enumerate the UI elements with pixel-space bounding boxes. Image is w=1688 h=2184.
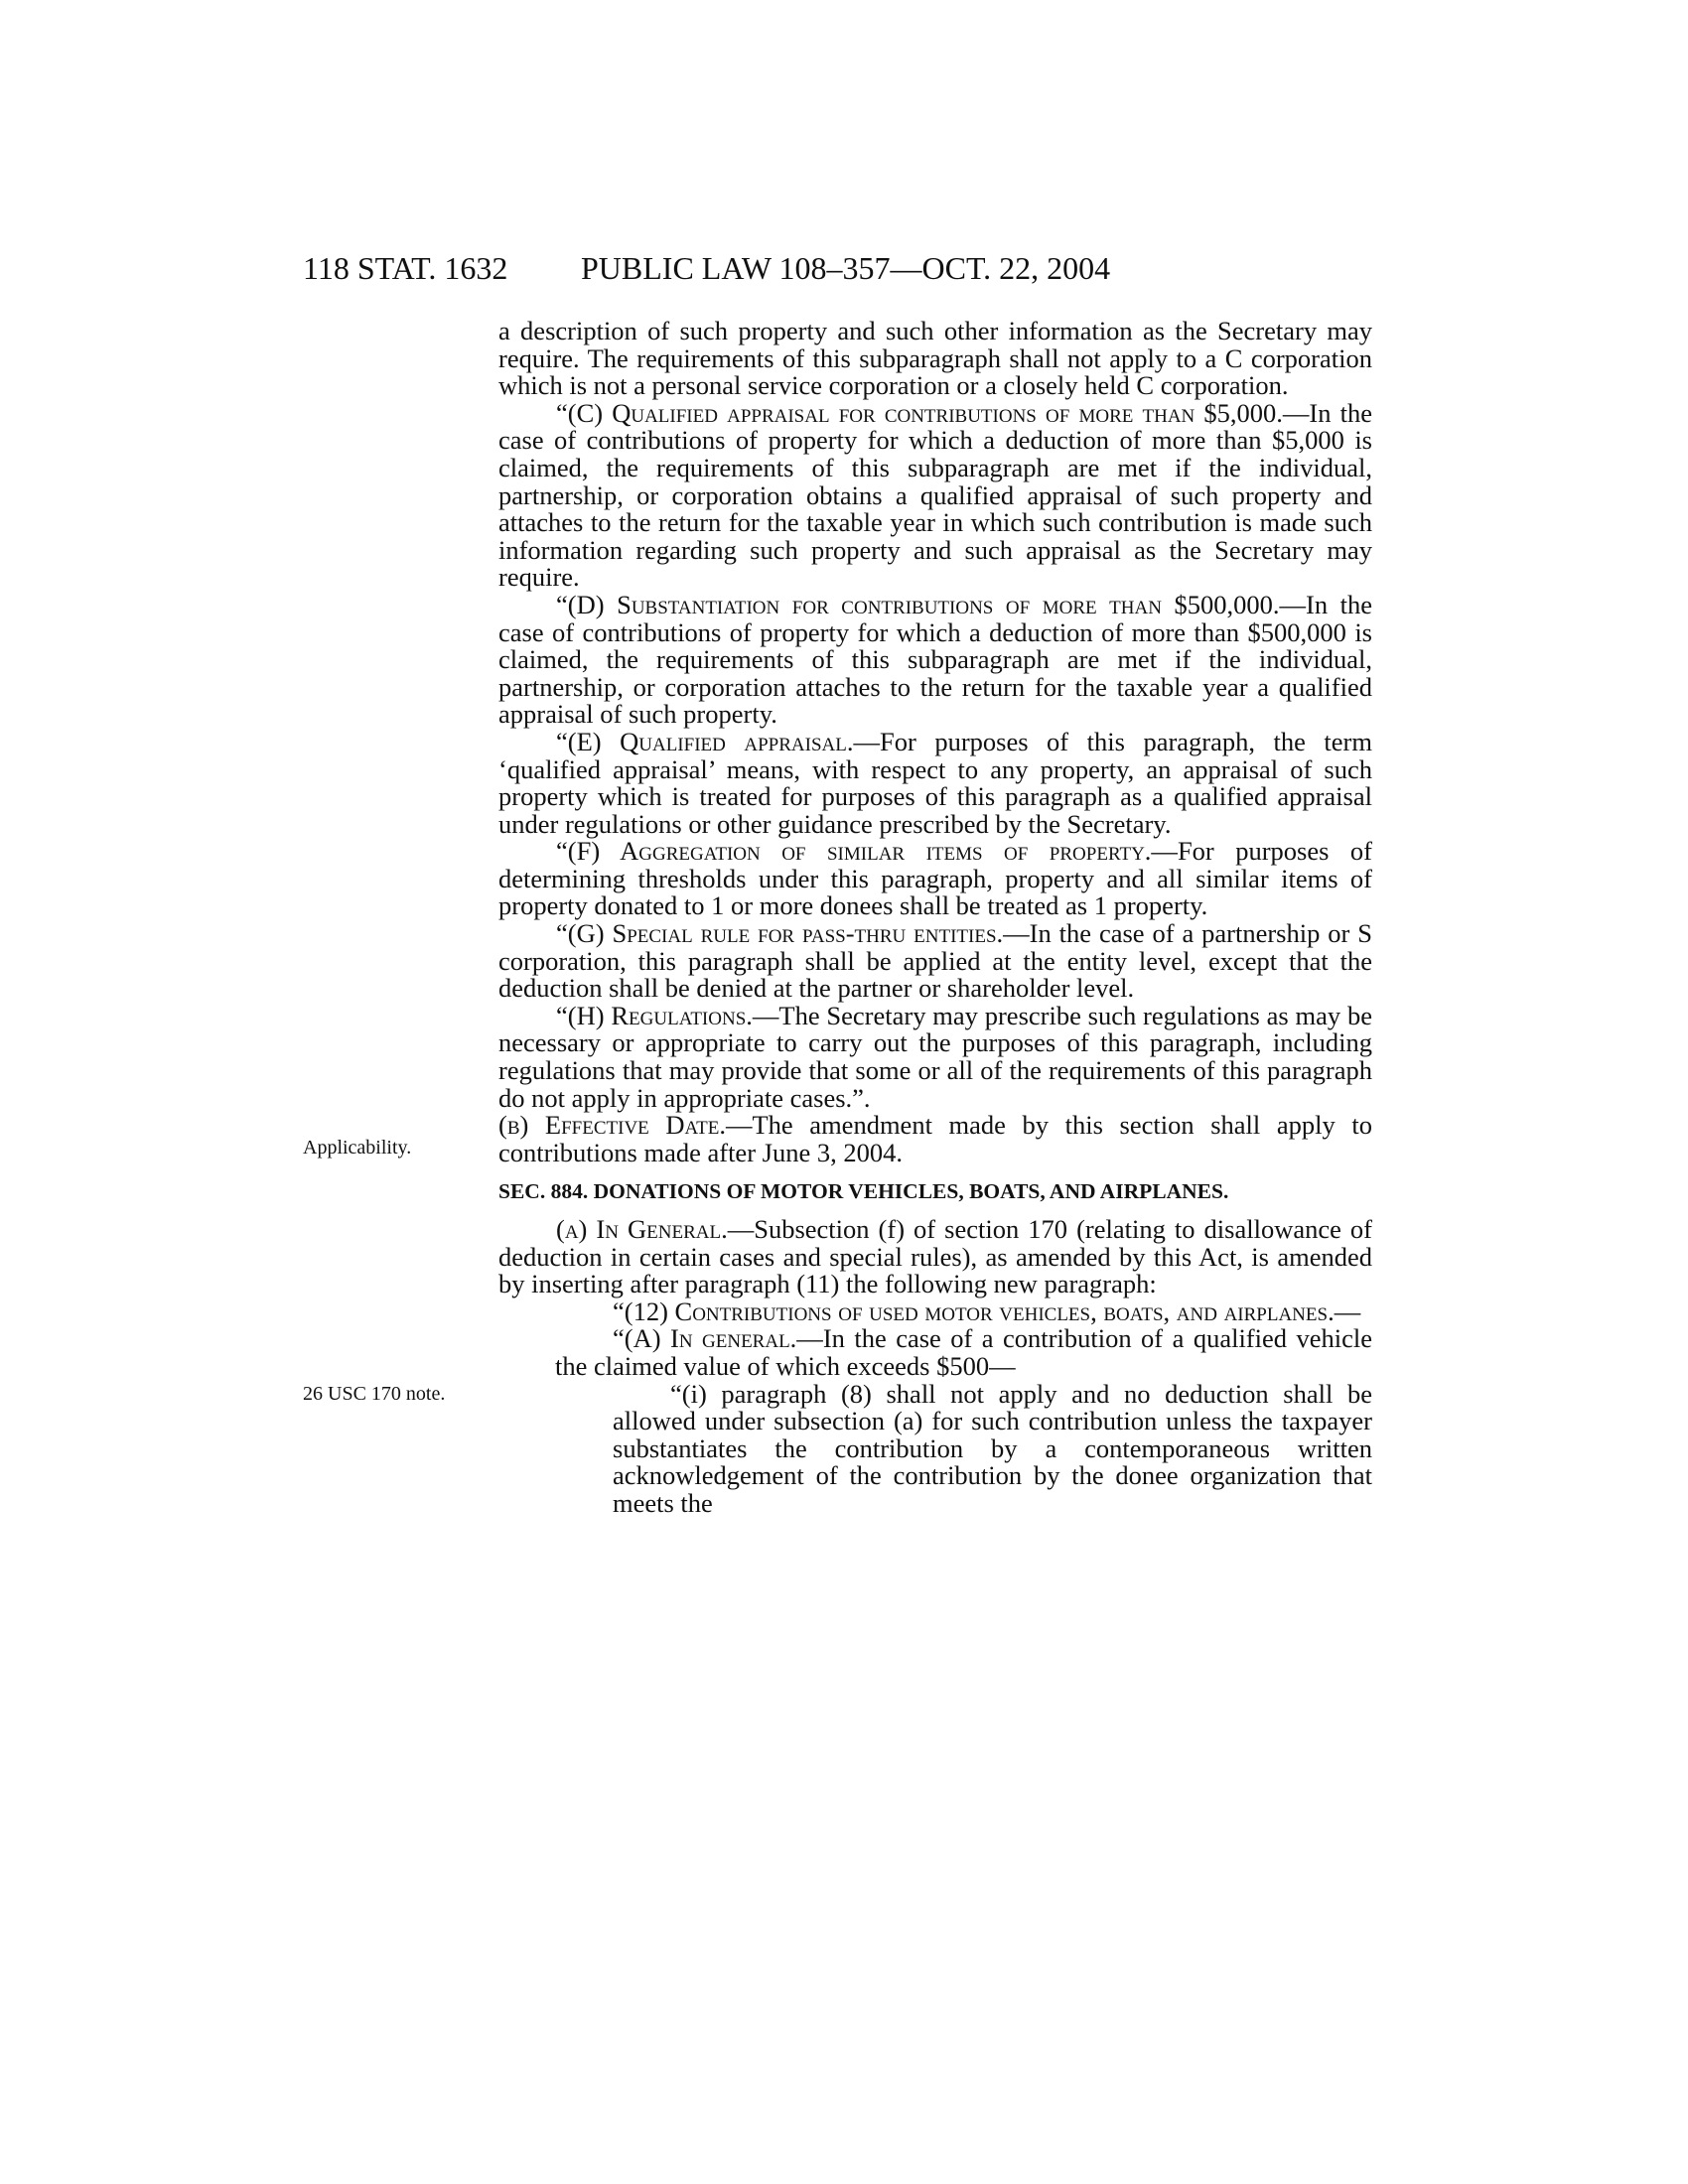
subsection-a [498, 1216, 1372, 1298]
subparagraph-h-heading: “(H) Regulations.— [556, 1000, 779, 1030]
subparagraph-h [498, 1000, 1372, 1113]
subparagraph-aa-text: In the case of a contribution of a qualified vehicle the claimed value of which exceeds $500— [555, 1323, 1372, 1381]
page-running-header: PUBLIC LAW 108–357—OCT. 22, 2004 [581, 250, 1111, 286]
subsection-b-heading: (b) Effective Date.— [498, 1110, 753, 1141]
subparagraph-e-heading: “(E) Qualified appraisal.— [556, 726, 880, 756]
subsection-a-text: Subsection (f) of section 170 (relating to disallowance of deduction in certain cases and special rules), as amended by this Act, is amended by inserting after paragraph (11) the following new paragraph: [498, 1214, 1372, 1299]
subparagraph-aa [555, 1325, 1372, 1380]
subparagraph-f-heading: “(F) Aggregation of similar items of property.— [556, 836, 1178, 867]
clause-i: “(i) paragraph (8) shall not apply and no deduction shall be allowed under subsection (a) for such contribution unless the taxpayer substantiates the contribution by a contemporaneous written acknowledgement of the contribution by the donee organization that meets the [613, 1378, 1372, 1518]
subparagraph-f-text: For purposes of determining thresholds under this paragraph, property and all similar items of property donated to 1 or more donees shall be treated as 1 property. [498, 836, 1372, 921]
subsection-b-text: The amendment made by this section shall apply to contributions made after June 3, 2004. [498, 1110, 1372, 1167]
section-heading: SEC. 884. DONATIONS OF MOTOR VEHICLES, BOATS, AND AIRPLANES. [498, 1179, 1229, 1204]
subparagraph-aa-heading: “(A) In general.— [613, 1323, 823, 1354]
subsection-b [498, 1112, 1372, 1166]
subparagraph-d-text: In the case of contributions of property for which a deduction of more than $500,000 is claimed, the requirements of this subparagraph are met if the individual, partnership, or corporation attaches to the return for the taxable year a qualified appraisal of such property. [498, 589, 1372, 730]
paragraph-continuation: a description of such property and such other information as the Secretary may require. The requirements of this subparagraph shall not apply to a C corporation which is not a personal service corporation or a closely held C corporation. [498, 316, 1372, 401]
subparagraph-g-text: In the case of a partnership or S corporation, this paragraph shall be applied at the entity level, except that the deduction shall be denied at the partner or shareholder level. [498, 918, 1372, 1004]
page-stat-number: 118 STAT. 1632 [303, 250, 508, 286]
paragraph-12 [442, 1298, 1372, 1326]
margin-note-applicability: Applicability. [303, 1137, 412, 1159]
paragraph-12-heading: “(12) Contributions of used motor vehicles, boats, and airplanes.— [613, 1296, 1361, 1326]
margin-note-usc: 26 USC 170 note. [303, 1383, 446, 1405]
subparagraph-h-text: The Secretary may prescribe such regulations as may be necessary or appropriate to carry out the purposes of this paragraph, including regulations that may provide that some or all of the requirements of this paragraph do not apply in appropriate cases.”. [498, 1000, 1372, 1113]
subparagraph-c-heading: “(C) Qualified appraisal for contributions of more than $5,000.— [556, 397, 1310, 428]
subparagraph-c-text: In the case of contributions of property for which a deduction of more than $5,000 is claimed, the requirements of this subparagraph are met if the individual, partnership, or corporation obtains a qualified appraisal of such property and attaches to the return for the taxable year in which such contribution is made such information regarding such property and such appraisal as the Secretary may require. [498, 397, 1372, 593]
subparagraph-f [498, 838, 1372, 920]
subparagraph-d-heading: “(D) Substantiation for contributions of more than $500,000.— [556, 589, 1306, 619]
subparagraph-g [498, 920, 1372, 1003]
subparagraph-c [498, 397, 1372, 593]
main-text-column [498, 318, 1372, 1518]
subparagraph-e [498, 726, 1372, 839]
subparagraph-e-text: For purposes of this paragraph, the term ‘qualified appraisal’ means, with respect to any property, an appraisal of such property which is treated for purposes of this paragraph as a qualified appraisal under regulations or other guidance prescribed by the Secretary. [498, 726, 1372, 839]
subsection-a-heading: (a) In General.— [556, 1214, 755, 1244]
subparagraph-g-heading: “(G) Special rule for pass-thru entities.— [556, 918, 1030, 949]
subparagraph-d [498, 589, 1372, 730]
